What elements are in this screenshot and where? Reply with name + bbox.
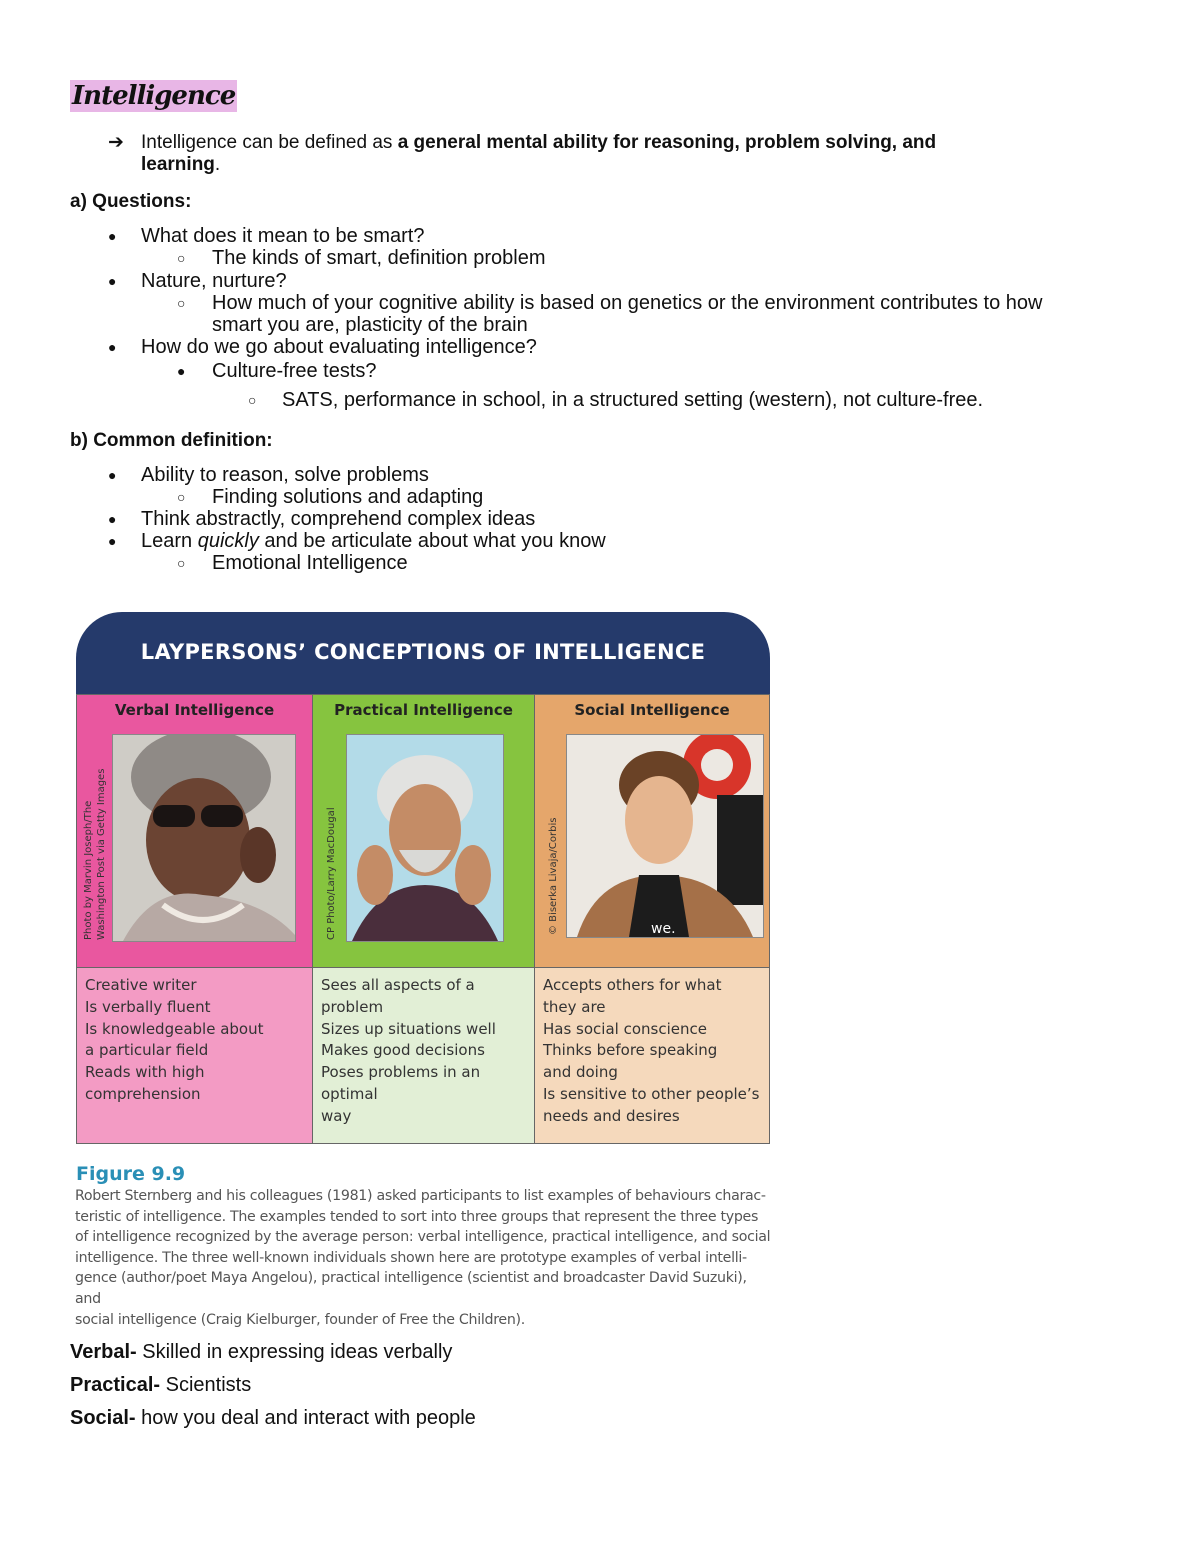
portrait-photo-maya-angelou	[112, 734, 296, 942]
trait-line: and doing	[543, 1063, 618, 1082]
bullet-disc-icon: ●	[108, 533, 117, 549]
section-b-heading: b) Common definition:	[70, 430, 273, 451]
list-item-italic: quickly	[197, 530, 259, 552]
caption-line: social intelligence (Craig Kielburger, founder of Free the Children).	[75, 1311, 525, 1328]
column-verbal-traits	[85, 975, 263, 1106]
list-item: The kinds of smart, definition problem	[212, 247, 546, 269]
list-item: What does it mean to be smart?	[141, 225, 425, 247]
trait-line: Sizes up situations well	[321, 1019, 496, 1038]
list-item-text: and be articulate about what you know	[258, 530, 606, 552]
trait-line: Makes good decisions	[321, 1041, 485, 1060]
trait-line: Has social conscience	[543, 1019, 707, 1038]
column-practical-traits	[321, 975, 534, 1128]
intro-suffix: .	[214, 154, 221, 175]
bullet-disc-icon: ●	[108, 273, 117, 289]
list-item: Finding solutions and adapting	[212, 486, 484, 508]
trait-line: a particular field	[85, 1041, 209, 1060]
portrait-illustration	[347, 735, 503, 941]
photo-credit	[82, 769, 108, 940]
trait-line: Is verbally fluent	[85, 997, 211, 1016]
photo-credit-line: Photo by Marvin Joseph/The	[83, 800, 94, 940]
column-verbal-heading: Verbal Intelligence	[114, 701, 275, 719]
bullet-disc-icon: ●	[108, 467, 117, 483]
portrait-photo-david-suzuki	[346, 734, 504, 942]
trait-line: they are	[543, 997, 606, 1016]
shirt-text: we.	[651, 921, 676, 937]
list-item: SATS, performance in school, in a structured setting (western), not culture-free.	[282, 389, 984, 411]
list-item: Nature, nurture?	[141, 270, 287, 292]
caption-line: gence (author/poet Maya Angelou), practical intelligence (scientist and broadcaster David Suzuki), and	[75, 1270, 747, 1307]
column-social-heading: Social Intelligence	[574, 701, 730, 719]
list-item: Culture-free tests?	[212, 360, 377, 382]
figure-title: LAYPERSONS’ CONCEPTIONS OF INTELLIGENCE	[140, 640, 706, 664]
page-title: Intelligence	[72, 81, 236, 111]
portrait-illustration	[113, 735, 295, 941]
intro-definition-cont	[141, 154, 220, 176]
list-item: How do we go about evaluating intelligence?	[141, 336, 537, 358]
column-social-traits	[543, 975, 759, 1128]
bullet-circle-icon: ○	[177, 555, 186, 571]
trait-line: comprehension	[85, 1084, 201, 1103]
trait-line: Is knowledgeable about	[85, 1019, 264, 1038]
photo-credit: CP Photo/Larry MacDougal	[326, 807, 337, 940]
column-practical	[312, 694, 535, 1144]
list-item	[141, 530, 606, 552]
photo-credit: © Biserka Livaja/Corbis	[548, 817, 559, 935]
intro-definition	[141, 132, 1101, 154]
figure-label: Figure 9.9	[76, 1163, 186, 1185]
list-item: Ability to reason, solve problems	[141, 464, 429, 486]
bullet-circle-icon: ○	[248, 392, 257, 408]
intro-prefix: Intelligence can be defined as	[141, 132, 398, 153]
trait-line: Sees all aspects of a problem	[321, 976, 475, 1016]
caption-line: of intelligence recognized by the average person: verbal intelligence, practical intelligence, and social	[75, 1229, 771, 1246]
definition-text: Skilled in expressing ideas verbally	[136, 1341, 453, 1363]
bullet-circle-icon: ○	[177, 489, 186, 505]
definition-text: how you deal and interact with people	[135, 1407, 476, 1429]
list-item: Emotional Intelligence	[212, 552, 408, 574]
caption-line: Robert Sternberg and his colleagues (1981) asked participants to list examples of behaviours charac-	[75, 1188, 766, 1204]
bullet-circle-icon: ○	[177, 250, 186, 266]
column-verbal	[76, 694, 313, 1144]
photo-credit-line: Washington Post via Getty Images	[96, 768, 107, 940]
intro-bold-1: a general mental ability for reasoning, problem solving, and	[397, 132, 937, 153]
trait-line: needs and desires	[543, 1106, 680, 1125]
bullet-disc-icon: ●	[177, 363, 186, 379]
bullet-disc-icon: ●	[108, 339, 117, 355]
list-item: smart you are, plasticity of the brain	[212, 314, 528, 336]
trait-line: Poses problems in an optimal	[321, 1063, 481, 1103]
definition-term: Social-	[70, 1407, 136, 1429]
intro-bold-2: learning	[141, 154, 215, 175]
bullet-disc-icon: ●	[108, 228, 117, 244]
caption-line: teristic of intelligence. The examples tended to sort into three groups that represent the three types	[75, 1208, 759, 1225]
bullet-circle-icon: ○	[177, 295, 186, 311]
definition-verbal	[70, 1340, 452, 1364]
caption-line: intelligence. The three well-known individuals shown here are prototype examples of verbal intelli-	[75, 1249, 747, 1266]
definition-practical	[70, 1373, 251, 1397]
column-social	[534, 694, 770, 1144]
trait-line: Is sensitive to other people’s	[543, 1084, 760, 1103]
list-item: How much of your cognitive ability is based on genetics or the environment contributes to how	[212, 292, 1043, 314]
list-item: Think abstractly, comprehend complex ideas	[141, 508, 536, 530]
portrait-photo-craig-kielburger	[566, 734, 764, 938]
trait-line: way	[321, 1106, 352, 1125]
trait-line: Accepts others for what	[543, 976, 722, 994]
trait-line: Thinks before speaking	[543, 1041, 718, 1060]
portrait-illustration	[567, 735, 763, 937]
section-a-heading: a) Questions:	[70, 191, 192, 212]
trait-line: Creative writer	[85, 976, 197, 994]
definition-social	[70, 1406, 476, 1430]
definition-term: Practical-	[70, 1374, 161, 1396]
figure-caption	[75, 1186, 775, 1330]
trait-line: Reads with high	[85, 1063, 205, 1082]
bullet-disc-icon: ●	[108, 511, 117, 527]
definition-term: Verbal-	[70, 1341, 137, 1363]
definition-text: Scientists	[160, 1374, 252, 1396]
figure-laypersons-conceptions	[76, 612, 770, 1144]
column-practical-heading: Practical Intelligence	[334, 701, 513, 719]
list-item-text: Learn	[141, 530, 198, 552]
arrow-icon: ➔	[108, 132, 124, 153]
